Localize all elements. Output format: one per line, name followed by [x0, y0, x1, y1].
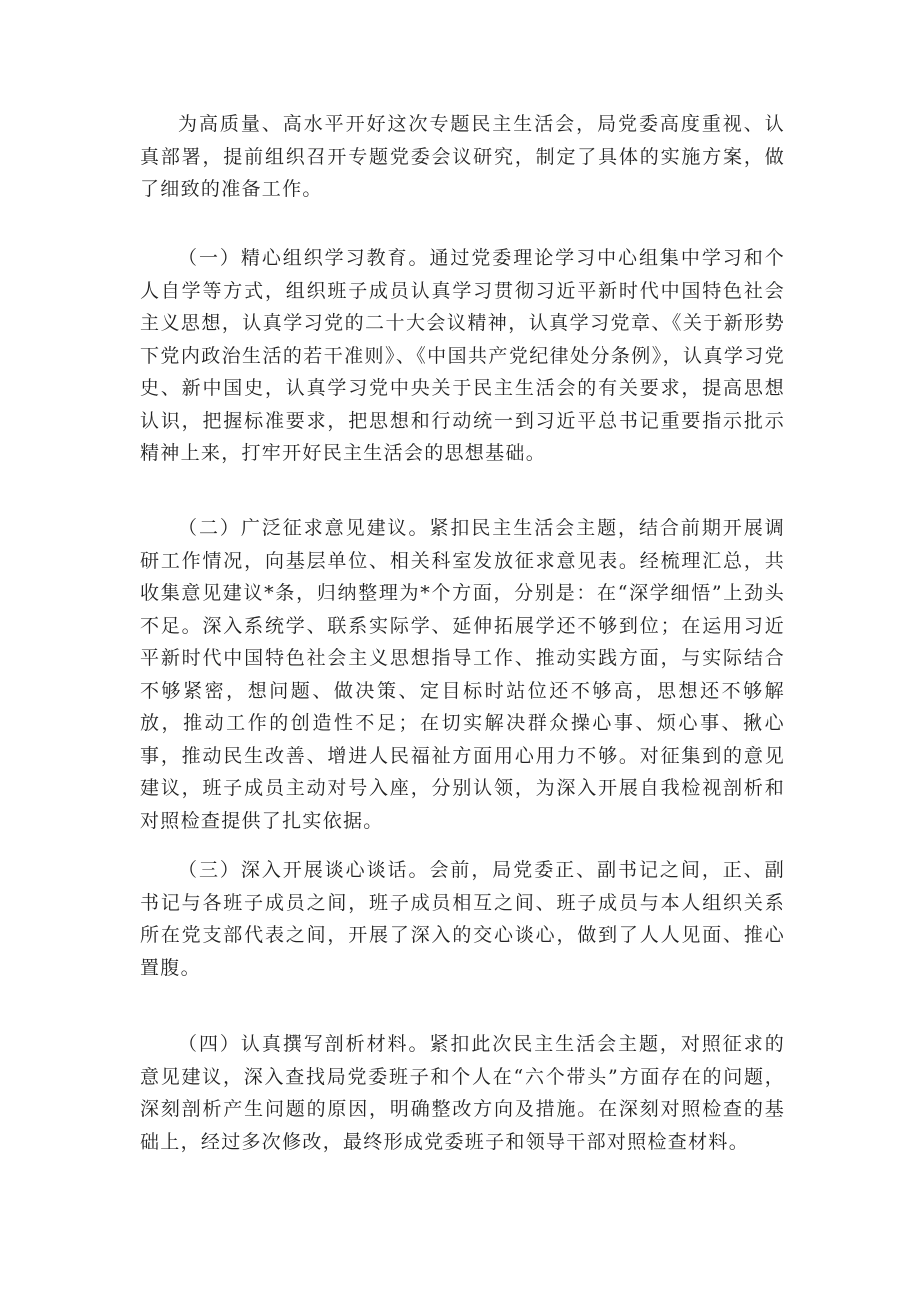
document-page	[140, 0, 785, 1301]
paragraph-analysis-materials: （四）认真撰写剖析材料。紧扣此次民主生活会主题，对照征求的意见建议，深入查找局党委班子和个人在“六个带头”方面存在的问题，深刻剖析产生问题的原因，明确整改方向及措施。在深刻对照检查的基础上，经过多次修改，最终形成党委班子和领导干部对照检查材料。	[140, 1033, 785, 1153]
paragraph-intro: 为高质量、高水平开好这次专题民主生活会，局党委高度重视、认真部署，提前组织召开专题党委会议研究，制定了具体的实施方案，做了细致的准备工作。	[140, 113, 785, 200]
paragraph-study-education: （一）精心组织学习教育。通过党委理论学习中心组集中学习和个人自学等方式，组织班子成员认真学习贯彻习近平新时代中国特色社会主义思想，认真学习党的二十大会议精神，认真学习党章、《关于新形势下党内政治生活的若干准则》、《中国共产党纪律处分条例》，认真学习党史、新中国史，认真学习党中央关于民主生活会的有关要求，提高思想认识，把握标准要求，把思想和行动统一到习近平总书记重要指示批示精神上来，打牢开好民主生活会的思想基础。	[140, 247, 785, 464]
paragraph-solicit-opinions: （二）广泛征求意见建议。紧扣民主生活会主题，结合前期开展调研工作情况，向基层单位、相关科室发放征求意见表。经梳理汇总，共收集意见建议*条，归纳整理为*个方面，分别是：在“深学细悟”上劲头不足。深入系统学、联系实际学、延伸拓展学还不够到位；在运用习近平新时代中国特色社会主义思想指导工作、推动实践方面，与实际结合不够紧密，想问题、做决策、定目标时站位还不够高，思想还不够解放，推动工作的创造性不足；在切实解决群众操心事、烦心事、揪心事，推动民生改善、增进人民福祉方面用心用力不够。对征集到的意见建议，班子成员主动对号入座，分别认领，为深入开展自我检视剖析和对照检查提供了扎实依据。	[140, 517, 785, 832]
paragraph-heart-to-heart-talks: （三）深入开展谈心谈话。会前，局党委正、副书记之间，正、副书记与各班子成员之间，班子成员相互之间、班子成员与本人组织关系所在党支部代表之间，开展了深入的交心谈心，做到了人人见面、推心置腹。	[140, 859, 785, 979]
